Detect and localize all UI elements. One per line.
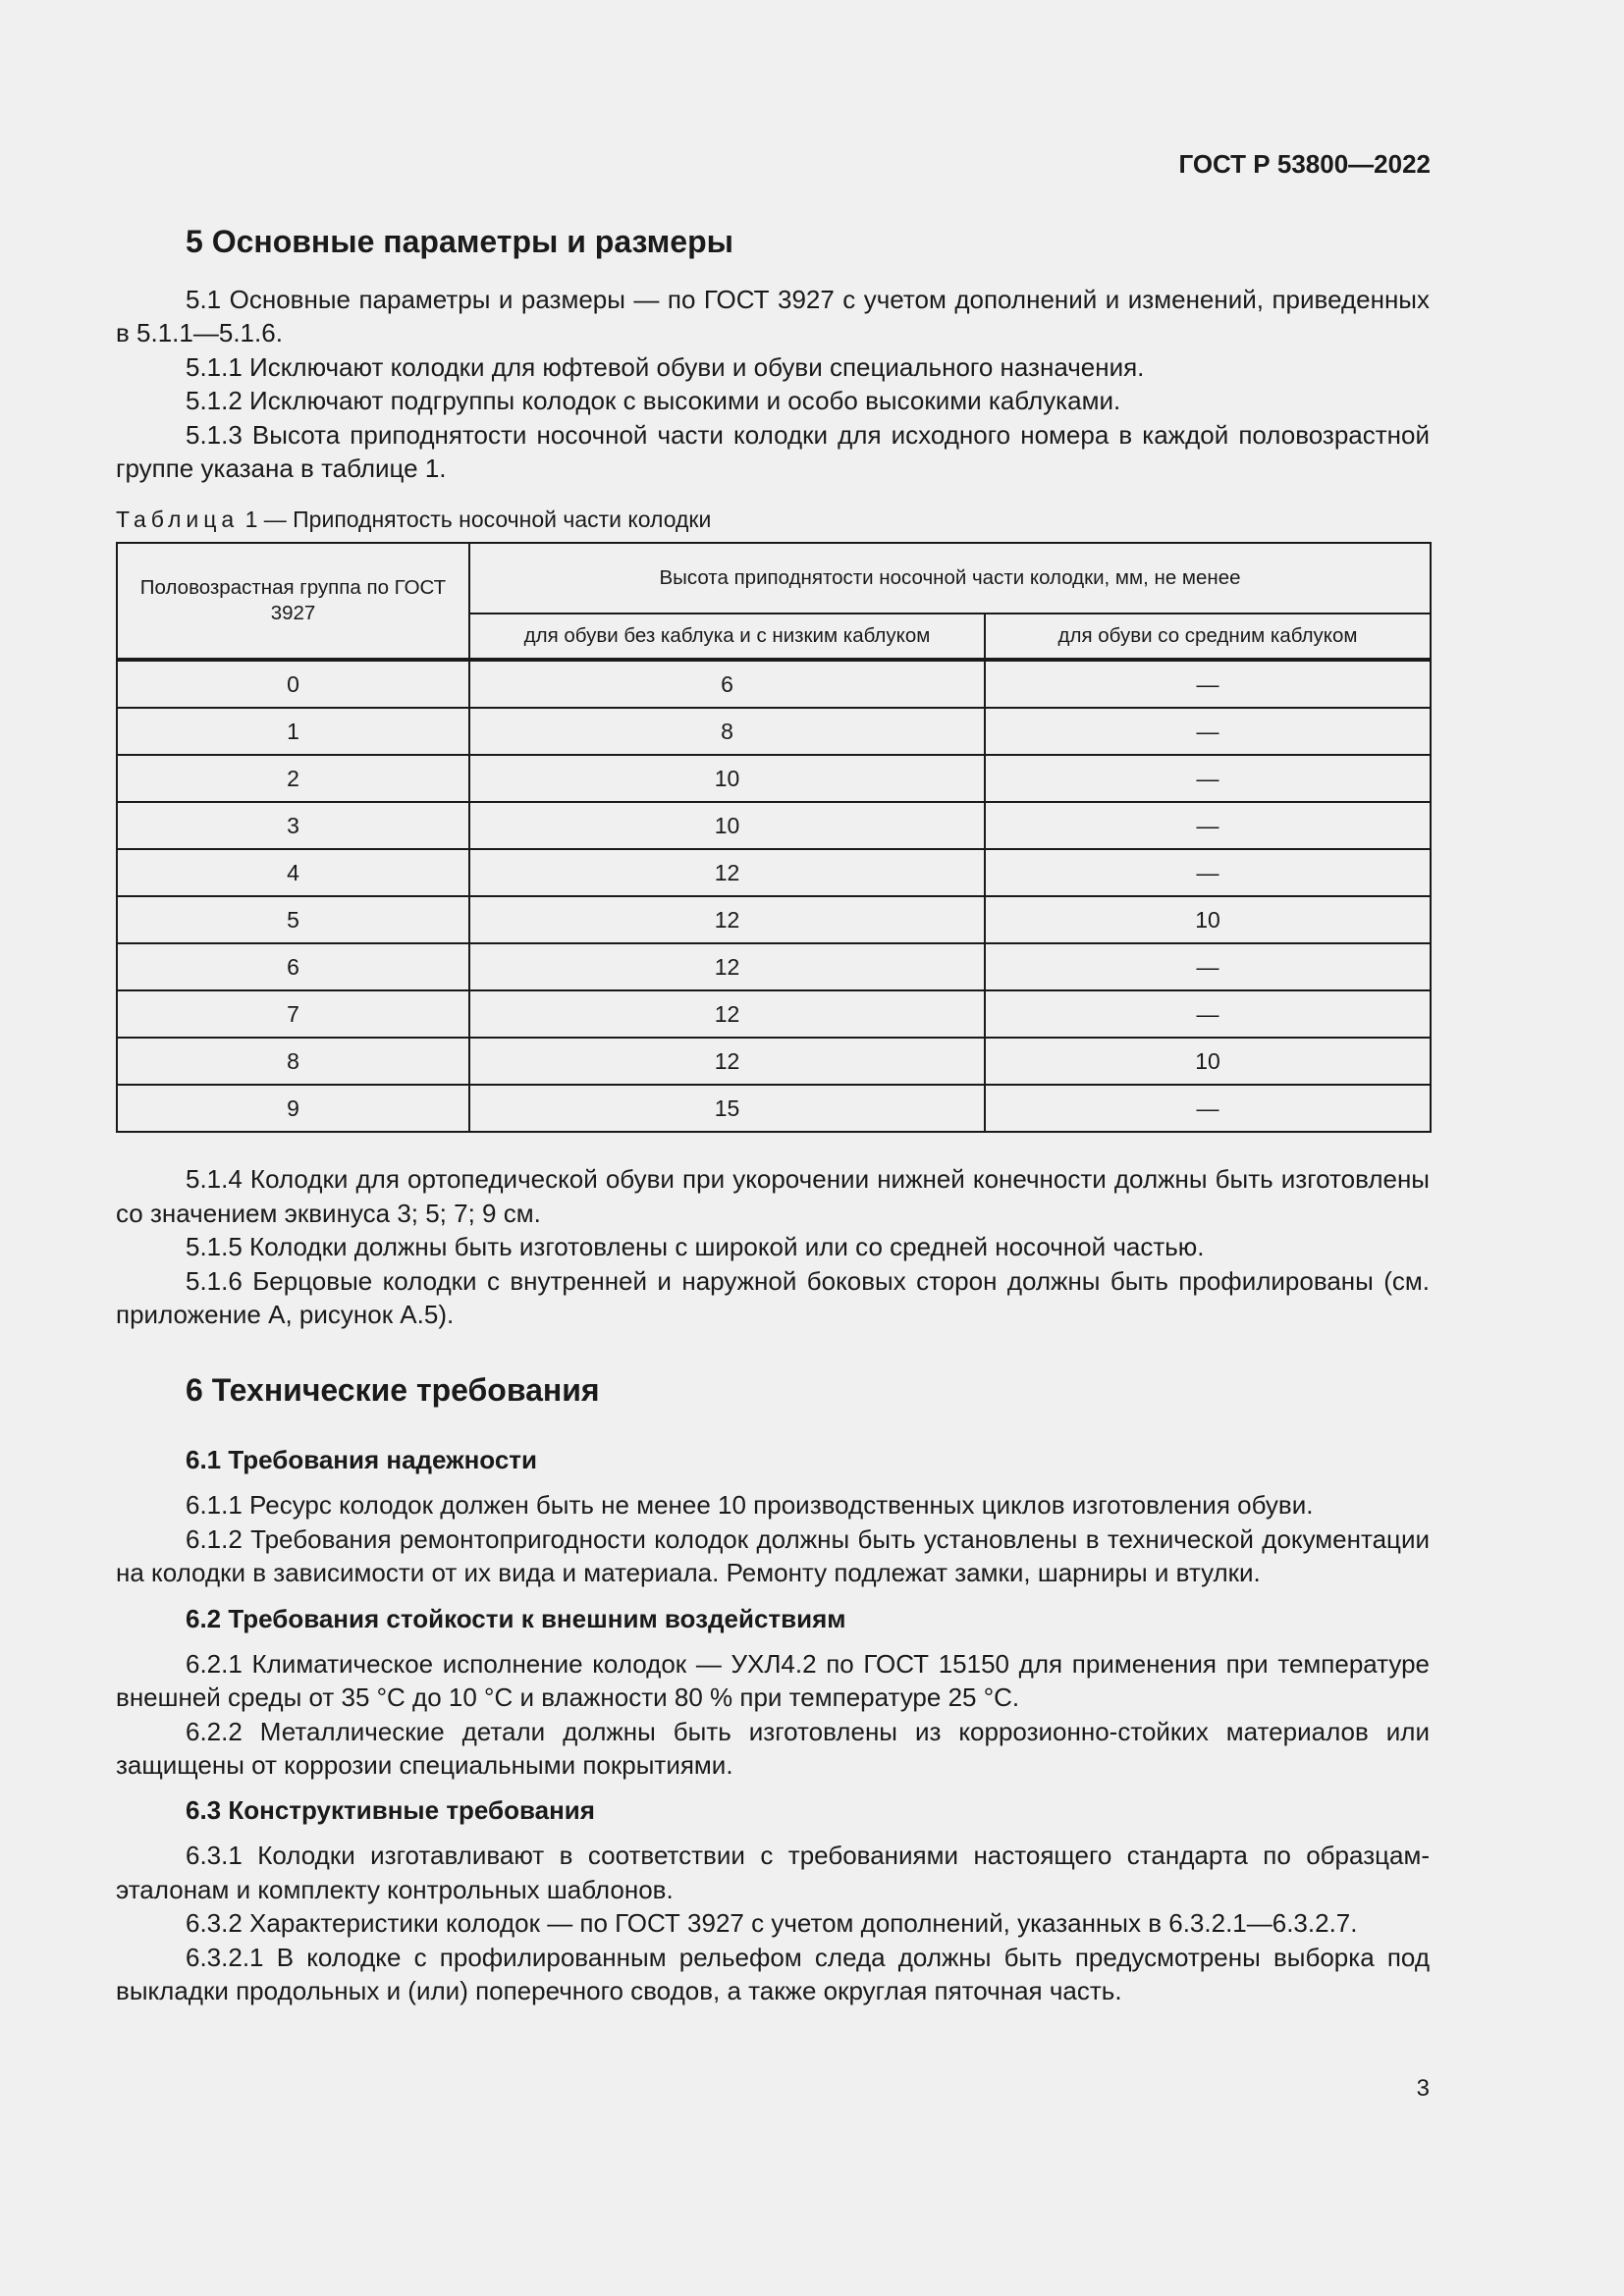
section-6-3-title: 6.3 Конструктивные требования [186,1795,595,1826]
cell-mid-heel: 10 [985,1038,1431,1085]
cell-low-heel: 12 [469,990,985,1038]
cell-age-group: 8 [117,1038,469,1085]
paragraph-5-1-6: 5.1.6 Берцовые колодки с внутренней и наружной боковых сторон должны быть профилированы (см. приложение А, рисунок А.5). [116,1265,1430,1330]
paragraph-6-3-2: 6.3.2 Характеристики колодок — по ГОСТ 3927 с учетом дополнений, указанных в 6.3.2.1—6.3.2.7. [186,1908,1358,1939]
paragraph-6-1-2: 6.1.2 Требования ремонтопригодности колодок должны быть установлены в технической документации на колодки в зависимости от их вида и материала. Ремонту подлежат замки, шарниры и втулки. [116,1523,1430,1588]
page-number: 3 [1416,2075,1430,2102]
cell-mid-heel: — [985,849,1431,896]
cell-mid-heel: — [985,802,1431,849]
paragraph-6-2-1: 6.2.1 Климатическое исполнение колодок — УХЛ4.2 по ГОСТ 15150 для применения при температуре внешней среды от 35 °С до 10 °С и влажности 80 % при температуре 25 °С. [116,1648,1430,1713]
header-age-group: Половозрастная группа по ГОСТ 3927 [117,543,469,660]
table-row [117,802,1431,849]
table-row [117,708,1431,755]
cell-age-group: 1 [117,708,469,755]
cell-age-group: 2 [117,755,469,802]
cell-mid-heel: 10 [985,896,1431,943]
table-row [117,943,1431,990]
table-row [117,1085,1431,1132]
cell-mid-heel: — [985,1085,1431,1132]
paragraph-6-3-1: 6.3.1 Колодки изготавливают в соответствии с требованиями настоящего стандарта по образцам-эталонам и комплекту контрольных шаблонов. [116,1841,1430,1904]
table-body [117,660,1431,1132]
cell-mid-heel: — [985,660,1431,708]
section-6-1-title: 6.1 Требования надежности [186,1445,538,1475]
table-row [117,755,1431,802]
header-mid-heel: для обуви со средним каблуком [985,614,1431,660]
cell-age-group: 7 [117,990,469,1038]
cell-low-heel: 12 [469,943,985,990]
page-content [116,220,1430,2007]
paragraph-6-2-2: 6.2.2 Металлические детали должны быть изготовлены из коррозионно-стойких материалов или защищены от коррозии специальными покрытиями. [116,1716,1430,1780]
cell-low-heel: 12 [469,1038,985,1085]
table-row [117,990,1431,1038]
cell-age-group: 5 [117,896,469,943]
cell-mid-heel: — [985,755,1431,802]
header-low-heel: для обуви без каблука и с низким каблуком [469,614,985,660]
table-row [117,849,1431,896]
section-5-title: 5 Основные параметры и размеры [186,224,733,259]
cell-low-heel: 6 [469,660,985,708]
cell-age-group: 4 [117,849,469,896]
cell-low-heel: 12 [469,896,985,943]
section-6-title: 6 Технические требования [186,1372,600,1409]
cell-low-heel: 15 [469,1085,985,1132]
paragraph-5-1-4: 5.1.4 Колодки для ортопедической обуви при укорочении нижней конечности должны быть изготовлены со значением эквинуса 3; 5; 7; 9 см. [116,1164,1430,1228]
cell-mid-heel: — [985,708,1431,755]
table-1-caption [116,505,1430,534]
cell-age-group: 9 [117,1085,469,1132]
cell-low-heel: 10 [469,802,985,849]
cell-low-heel: 10 [469,755,985,802]
paragraph-6-3-2-1: 6.3.2.1 В колодке с профилированным рельефом следа должны быть предусмотрены выборка под выкладки продольных и (или) поперечного сводов, а также округлая пяточная часть. [116,1942,1430,2005]
cell-age-group: 3 [117,802,469,849]
table-row [117,660,1431,708]
paragraph-5-1: 5.1 Основные параметры и размеры — по ГОСТ 3927 с учетом дополнений и изменений, приведенных в 5.1.1—5.1.6. [116,285,1430,348]
paragraph-5-1-5: 5.1.5 Колодки должны быть изготовлены с широкой или со средней носочной частью. [186,1232,1205,1262]
cell-age-group: 0 [117,660,469,708]
cell-mid-heel: — [985,990,1431,1038]
cell-age-group: 6 [117,943,469,990]
table-row [117,1038,1431,1085]
paragraph-6-1-1: 6.1.1 Ресурс колодок должен быть не менее 10 производственных циклов изготовления обуви. [186,1490,1314,1521]
table-caption-text: 1 — Приподнятость носочной части колодки [239,507,712,533]
paragraph-5-1-2: 5.1.2 Исключают подгруппы колодок с высокими и особо высокими каблуками. [186,386,1121,416]
table-caption-label: Таблица [116,507,240,533]
document-code: ГОСТ Р 53800—2022 [1178,149,1431,179]
header-toe-height: Высота приподнятости носочной части колодки, мм, не менее [469,543,1431,614]
cell-mid-heel: — [985,943,1431,990]
section-6-2-title: 6.2 Требования стойкости к внешним воздействиям [186,1603,846,1633]
cell-low-heel: 8 [469,708,985,755]
cell-low-heel: 12 [469,849,985,896]
table-row [117,896,1431,943]
paragraph-5-1-1: 5.1.1 Исключают колодки для юфтевой обуви и обуви специального назначения. [186,351,1145,382]
paragraph-5-1-3: 5.1.3 Высота приподнятости носочной части колодки для исходного номера в каждой половозрастной группе указана в таблице 1. [116,419,1430,484]
table-1 [116,542,1432,1133]
